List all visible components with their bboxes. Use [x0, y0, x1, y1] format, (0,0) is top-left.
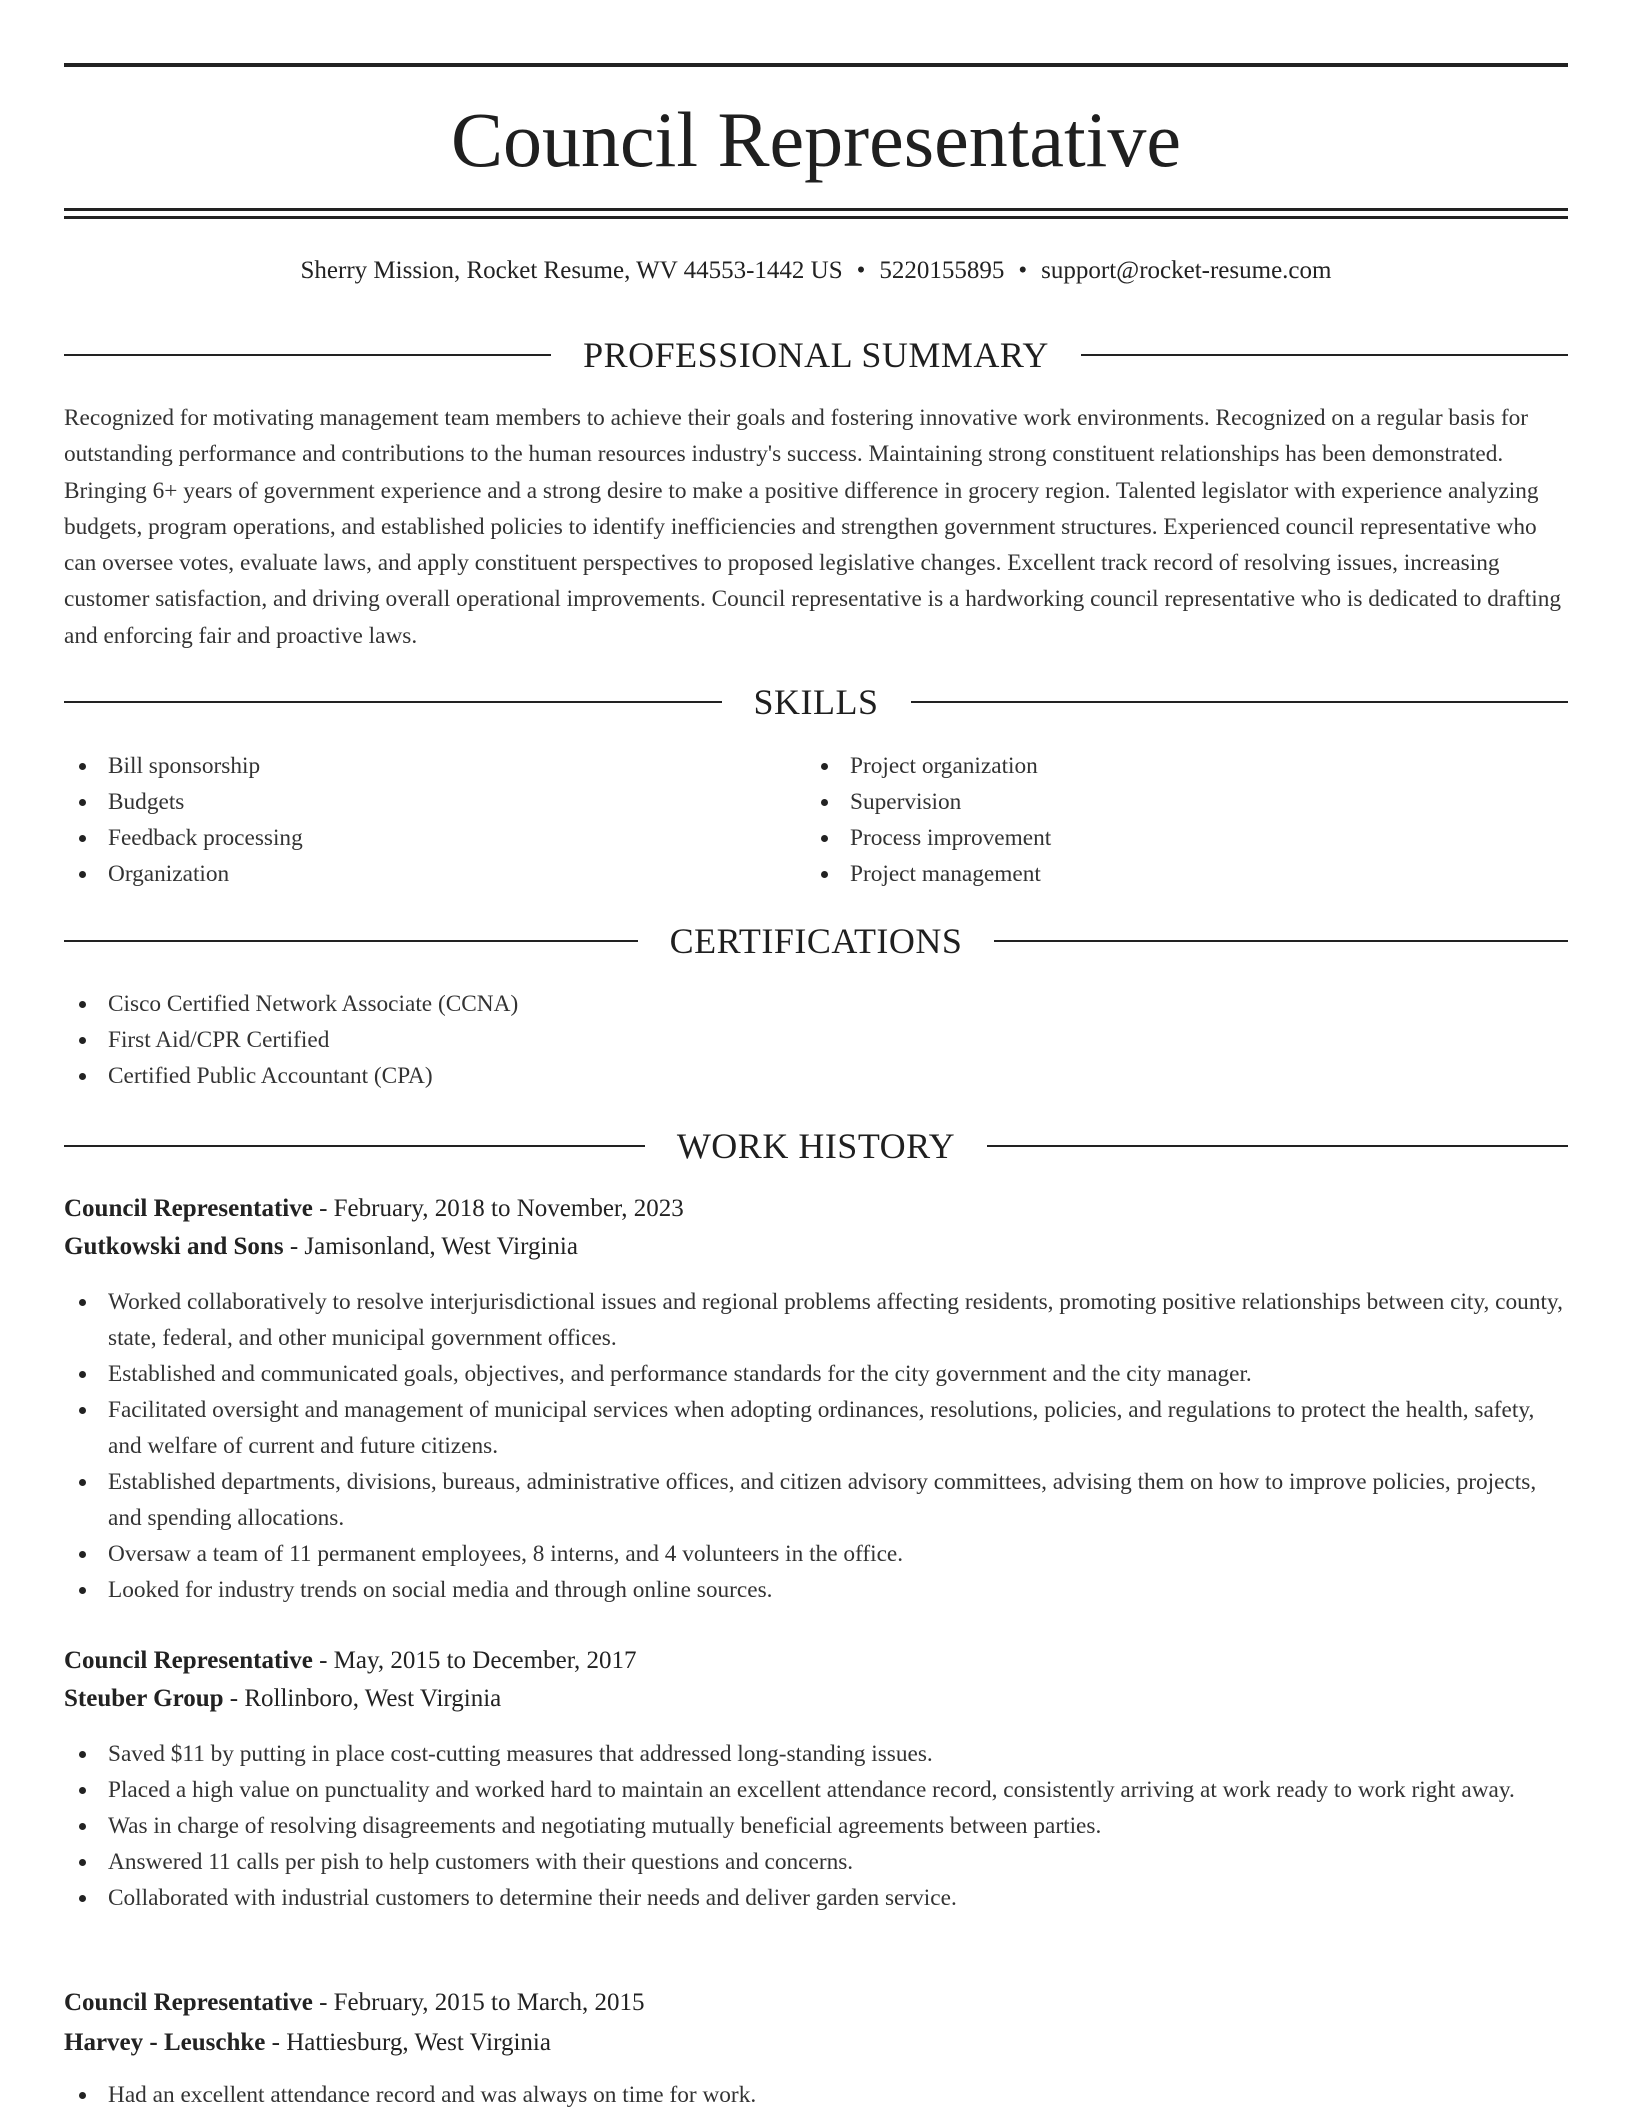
work-history-heading: [64, 1124, 1568, 1168]
contact-email[interactable]: support@rocket-resume.com: [1041, 257, 1332, 284]
skill-item: Bill sponsorship: [64, 748, 764, 784]
job-role: Council Representative: [64, 1647, 313, 1674]
contact-separator: •: [1018, 257, 1028, 284]
heading-rule-right: [1081, 354, 1568, 356]
title-rule-upper: [64, 208, 1568, 211]
job-company-line: Harvey - Leuschke - Hattiesburg, West Virginia: [64, 2029, 551, 2056]
skill-item: Budgets: [64, 784, 764, 820]
certification-item: Cisco Certified Network Associate (CCNA): [64, 986, 1568, 1022]
heading-rule-left: [64, 1145, 645, 1147]
job-dates: February, 2018 to November, 2023: [333, 1195, 684, 1222]
job-duty: Saved $11 by putting in place cost-cutting measures that addressed long-standing issues.: [64, 1736, 1568, 1772]
job-duty: Facilitated oversight and management of municipal services when adopting ordinances, resolutions, policies, and regulations to protect the health, safety, and welfare of current and future citizens.: [64, 1392, 1568, 1464]
certification-item: Certified Public Accountant (CPA): [64, 1058, 1568, 1094]
skills-list-left: [64, 748, 764, 892]
certifications-title: CERTIFICATIONS: [669, 921, 963, 961]
contact-line: [64, 254, 1568, 288]
job-duties-list: [64, 2077, 1568, 2113]
job-duty: Worked collaboratively to resolve interjurisdictional issues and regional problems affecting residents, promoting positive relationships between city, county, state, federal, and other municipal government offices.: [64, 1284, 1568, 1356]
contact-phone: 5220155895: [879, 257, 1005, 284]
contact-separator: •: [856, 257, 866, 284]
candidate-name: Council Representative: [451, 96, 1181, 183]
job-title-line: Council Representative - February, 2018 to November, 2023: [64, 1195, 684, 1222]
heading-rule-left: [64, 701, 722, 703]
job-company-line: Steuber Group - Rollinboro, West Virginia: [64, 1685, 502, 1712]
job-title-line: Council Representative - May, 2015 to December, 2017: [64, 1647, 637, 1674]
heading-rule-right: [911, 701, 1569, 703]
job-company: Harvey - Leuschke: [64, 2029, 266, 2056]
title-rule-lower: [64, 216, 1568, 219]
certifications-list: [64, 986, 1568, 1094]
job-duty: Collaborated with industrial customers to determine their needs and deliver garden service.: [64, 1880, 1568, 1916]
job-duty: Looked for industry trends on social media and through online sources.: [64, 1572, 1568, 1608]
job-duty: Established and communicated goals, objectives, and performance standards for the city government and the city manager.: [64, 1356, 1568, 1392]
heading-rule-left: [64, 940, 638, 942]
job-role: Council Representative: [64, 1195, 313, 1222]
job-company: Gutkowski and Sons: [64, 1233, 284, 1260]
job-location: Jamisonland, West Virginia: [304, 1233, 578, 1260]
top-rule: [64, 63, 1568, 67]
skill-item: Project organization: [806, 748, 1506, 784]
job-duty: Established departments, divisions, bureaus, administrative offices, and citizen advisory committees, advising them on how to improve policies, projects, and spending allocations.: [64, 1464, 1568, 1536]
job-duty: Was in charge of resolving disagreements and negotiating mutually beneficial agreements between parties.: [64, 1808, 1568, 1844]
skill-item: Feedback processing: [64, 820, 764, 856]
job-duty: Answered 11 calls per pish to help customers with their questions and concerns.: [64, 1844, 1568, 1880]
summary-text: Recognized for motivating management team members to achieve their goals and fostering innovative work environments. Recognized on a regular basis for outstanding performance and contributions to the human resources industry's success. Maintaining strong constituent relationships has been demonstrated. Bringing 6+ years of government experience and a strong desire to make a positive difference in grocery region. Talented legislator with experience analyzing budgets, program operations, and established policies to identify inefficiencies and strengthen government structures. Experienced council representative who can oversee votes, evaluate laws, and apply constituent perspectives to proposed legislative changes. Excellent track record of resolving issues, increasing customer satisfaction, and driving overall operational improvements. Council representative is a hardworking council representative who is dedicated to drafting and enforcing fair and proactive laws.: [64, 405, 1562, 649]
job-dates: May, 2015 to December, 2017: [333, 1647, 637, 1674]
skill-item: Supervision: [806, 784, 1506, 820]
skill-item: Process improvement: [806, 820, 1506, 856]
work-history-title: WORK HISTORY: [676, 1126, 956, 1166]
skill-item: Organization: [64, 856, 764, 892]
job-location: Rollinboro, West Virginia: [244, 1685, 502, 1712]
job-title-line: Council Representative - February, 2015 to March, 2015: [64, 1989, 645, 2016]
job-duty: Placed a high value on punctuality and worked hard to maintain an excellent attendance record, consistently arriving at work ready to work right away.: [64, 1772, 1568, 1808]
certification-item: First Aid/CPR Certified: [64, 1022, 1568, 1058]
skills-heading: [64, 680, 1568, 724]
certifications-heading: [64, 919, 1568, 963]
skills-title: SKILLS: [753, 682, 879, 722]
contact-address: Sherry Mission, Rocket Resume, WV 44553-1442 US: [300, 257, 843, 284]
job-role: Council Representative: [64, 1989, 313, 2016]
job-duties-list: [64, 1736, 1568, 1916]
skills-list-right: [806, 748, 1506, 892]
job-location: Hattiesburg, West Virginia: [286, 2029, 551, 2056]
job-duty: Had an excellent attendance record and was always on time for work.: [64, 2077, 1568, 2113]
heading-rule-right: [987, 1145, 1568, 1147]
summary-heading: [64, 333, 1568, 377]
job-company: Steuber Group: [64, 1685, 224, 1712]
heading-rule-right: [994, 940, 1568, 942]
heading-rule-left: [64, 354, 551, 356]
job-company-line: Gutkowski and Sons - Jamisonland, West Virginia: [64, 1233, 578, 1260]
summary-title: PROFESSIONAL SUMMARY: [583, 335, 1049, 375]
skill-item: Project management: [806, 856, 1506, 892]
job-duty: Oversaw a team of 11 permanent employees, 8 interns, and 4 volunteers in the office.: [64, 1536, 1568, 1572]
job-duties-list: [64, 1284, 1568, 1608]
job-dates: February, 2015 to March, 2015: [333, 1989, 645, 2016]
